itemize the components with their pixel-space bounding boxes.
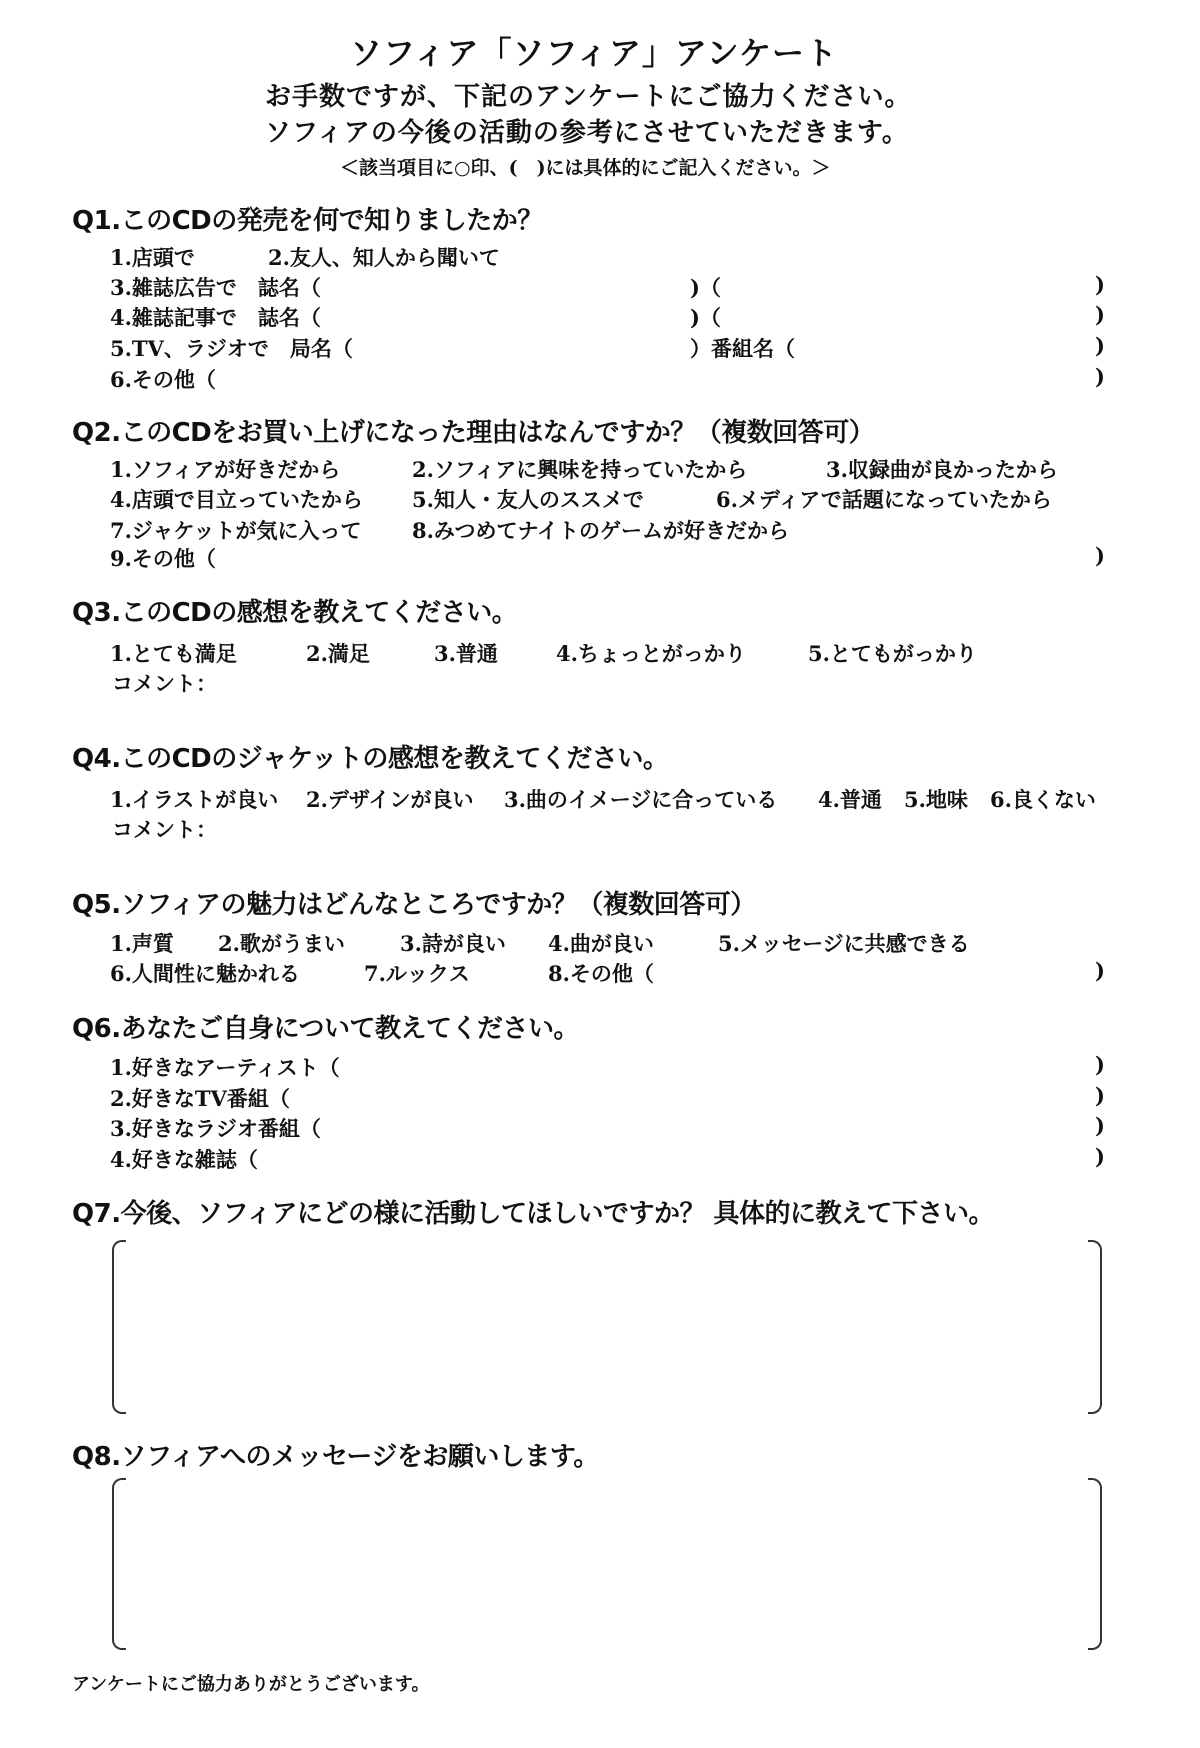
q2-option-3[interactable]: 3.収録曲が良かったから xyxy=(826,457,1058,482)
q4-option-6[interactable]: 6.良くない xyxy=(990,787,1096,812)
q4-heading: Q4.このCDのジャケットの感想を教えてください。 xyxy=(72,744,669,774)
q2-option-7[interactable]: 7.ジャケットが気に入って xyxy=(110,518,362,543)
q5-option-7[interactable]: 7.ルックス xyxy=(364,961,470,986)
q1-option-3-paren-mid: )（ xyxy=(690,275,721,300)
q3-option-2[interactable]: 2.満足 xyxy=(306,641,370,666)
q5-option-5[interactable]: 5.メッセージに共感できる xyxy=(718,931,970,956)
q5-option-4[interactable]: 4.曲が良い xyxy=(548,931,654,956)
q1-option-4[interactable]: 4.雑誌記事で 誌名（ xyxy=(110,305,321,330)
q6-option-4-paren-close: ) xyxy=(1095,1144,1105,1169)
survey-title: ソフィア「ソフィア」アンケート xyxy=(350,34,838,72)
q5-option-2[interactable]: 2.歌がうまい xyxy=(218,931,345,956)
q6-option-4[interactable]: 4.好きな雑誌（ xyxy=(110,1147,258,1172)
q5-option-8-paren-close: ) xyxy=(1095,958,1105,983)
q2-option-2[interactable]: 2.ソフィアに興味を持っていたから xyxy=(412,457,748,482)
q3-option-1[interactable]: 1.とても満足 xyxy=(110,641,237,666)
q4-option-4[interactable]: 4.普通 xyxy=(818,787,882,812)
q7-answer-box[interactable] xyxy=(108,1240,1106,1414)
q3-option-5[interactable]: 5.とてもがっかり xyxy=(808,641,977,666)
q2-heading: Q2.このCDをお買い上げになった理由はなんですか？（複数回答可） xyxy=(72,418,875,448)
q6-option-3[interactable]: 3.好きなラジオ番組（ xyxy=(110,1116,321,1141)
q6-option-1-paren-close: ) xyxy=(1095,1052,1105,1077)
q5-heading: Q5.ソフィアの魅力はどんなところですか？（複数回答可） xyxy=(72,890,756,920)
q1-option-2[interactable]: 2.友人、知人から聞いて xyxy=(268,245,500,270)
q5-option-6[interactable]: 6.人間性に魅かれる xyxy=(110,961,300,986)
q1-option-4-paren-close: ) xyxy=(1095,302,1105,327)
q3-comment-label: コメント： xyxy=(112,671,217,696)
q1-option-5-paren-close: ) xyxy=(1095,333,1105,358)
survey-instruction: ＜該当項目に○印、( )には具体的にご記入ください。＞ xyxy=(340,157,831,179)
q2-option-5[interactable]: 5.知人・友人のススメで xyxy=(412,487,644,512)
q2-option-1[interactable]: 1.ソフィアが好きだから xyxy=(110,457,341,482)
q4-option-3[interactable]: 3.曲のイメージに合っている xyxy=(504,787,778,812)
q6-option-2[interactable]: 2.好きなTV番組（ xyxy=(110,1086,290,1111)
q4-comment-label: コメント： xyxy=(112,817,217,842)
q4-option-2[interactable]: 2.デザインが良い xyxy=(306,787,474,812)
q7-heading: Q7.今後、ソフィアにどの様に活動してほしいですか？ 具体的に教えて下さい。 xyxy=(72,1199,995,1229)
q1-option-6[interactable]: 6.その他（ xyxy=(110,367,216,392)
q3-heading: Q3.このCDの感想を教えてください。 xyxy=(72,598,518,628)
q1-heading: Q1.このCDの発売を何で知りましたか？ xyxy=(72,206,543,236)
q1-option-1[interactable]: 1.店頭で xyxy=(110,245,195,270)
q6-heading: Q6.あなたご自身について教えてください。 xyxy=(72,1014,580,1044)
q7-bracket-right xyxy=(1088,1240,1102,1414)
q4-option-5[interactable]: 5.地味 xyxy=(904,787,968,812)
q1-option-3[interactable]: 3.雑誌広告で 誌名（ xyxy=(110,275,321,300)
q6-option-2-paren-close: ) xyxy=(1095,1083,1105,1108)
q3-option-4[interactable]: 4.ちょっとがっかり xyxy=(556,641,746,666)
q1-option-4-paren-mid: )（ xyxy=(690,305,721,330)
q4-option-1[interactable]: 1.イラストが良い xyxy=(110,787,279,812)
q2-option-8[interactable]: 8.みつめてナイトのゲームが好きだから xyxy=(412,518,790,543)
q2-option-4[interactable]: 4.店頭で目立っていたから xyxy=(110,487,363,512)
q2-option-9-paren-close: ) xyxy=(1095,543,1105,568)
q6-option-3-paren-close: ) xyxy=(1095,1113,1105,1138)
q2-option-9[interactable]: 9.その他（ xyxy=(110,546,216,571)
q5-option-3[interactable]: 3.詩が良い xyxy=(400,931,506,956)
survey-subtitle-2: ソフィアの今後の活動の参考にさせていただきます。 xyxy=(265,118,909,148)
q2-option-6[interactable]: 6.メディアで話題になっていたから xyxy=(716,487,1052,512)
footer-thanks: アンケートにご協力ありがとうございます。 xyxy=(72,1674,430,1695)
q5-option-8[interactable]: 8.その他（ xyxy=(548,961,654,986)
q6-option-1[interactable]: 1.好きなアーティスト（ xyxy=(110,1055,340,1080)
q8-bracket-right xyxy=(1088,1478,1102,1650)
q1-option-3-paren-close: ) xyxy=(1095,272,1105,297)
survey-subtitle-1: お手数ですが、下記のアンケートにご協力ください。 xyxy=(265,82,912,112)
q3-option-3[interactable]: 3.普通 xyxy=(434,641,498,666)
q7-bracket-left xyxy=(112,1240,126,1414)
q1-option-5-program: ）番組名（ xyxy=(690,336,795,361)
q1-option-5[interactable]: 5.TV、ラジオで 局名（ xyxy=(110,336,353,361)
q5-option-1[interactable]: 1.声質 xyxy=(110,931,174,956)
q8-bracket-left xyxy=(112,1478,126,1650)
q1-option-6-paren-close: ) xyxy=(1095,364,1105,389)
q8-heading: Q8.ソフィアへのメッセージをお願いします。 xyxy=(72,1442,599,1472)
q8-answer-box[interactable] xyxy=(108,1478,1106,1650)
